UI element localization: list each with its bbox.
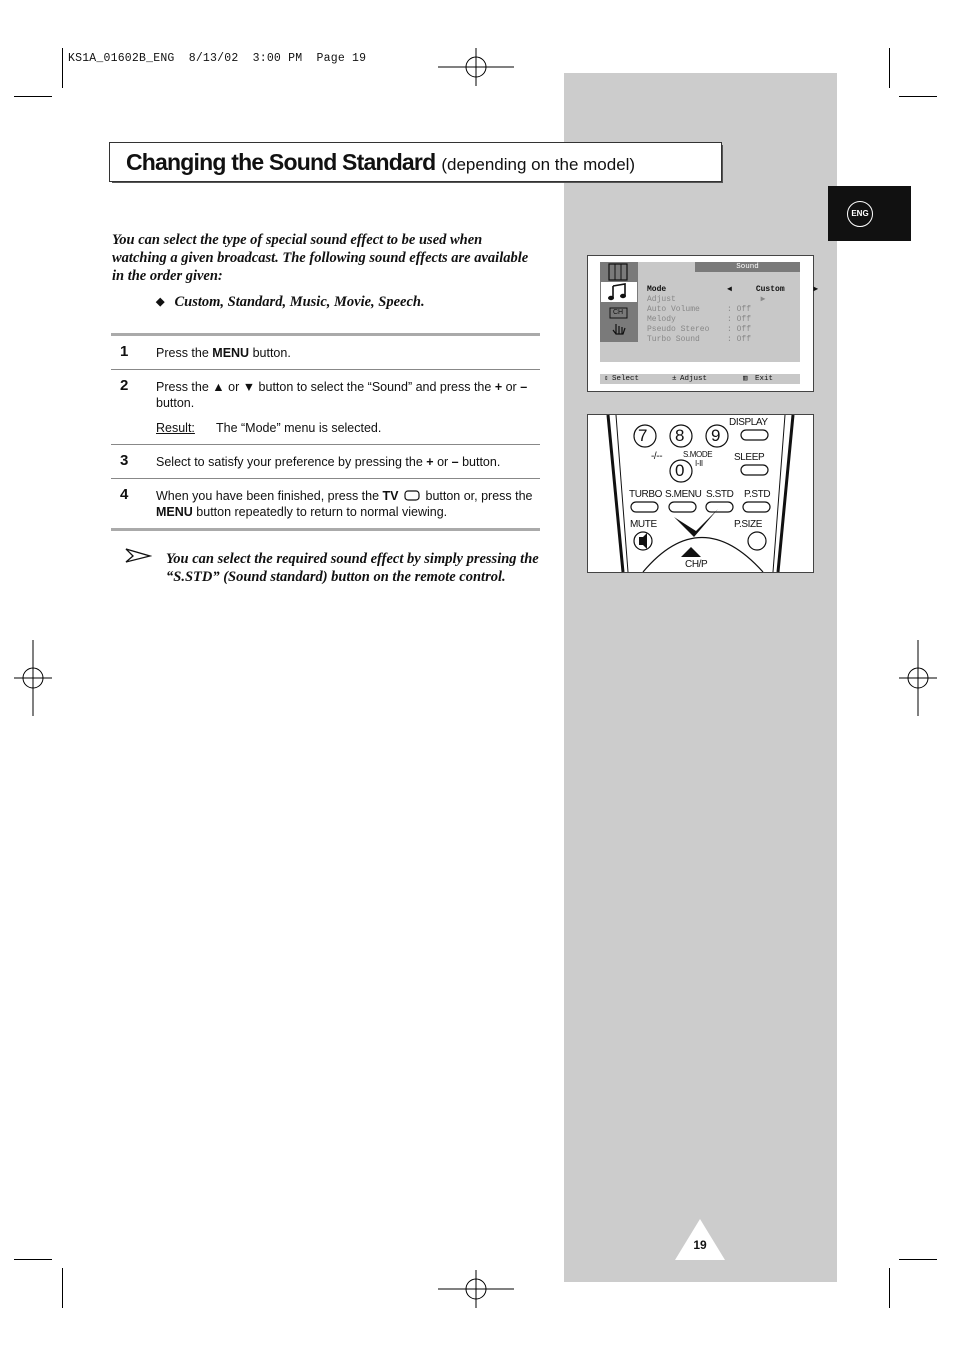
channel-icon-label: CH — [613, 309, 624, 316]
s-std-label: S.STD — [706, 489, 734, 500]
page-title: Changing the Sound Standard (depending on the model) — [126, 149, 636, 175]
osd-row-mode[interactable]: Mode ◀ Custom ▶ — [647, 285, 819, 294]
print-header: KS1A_01602B_ENG 8/13/02 3:00 PM Page 19 — [68, 52, 367, 65]
step-number: 4 — [120, 486, 129, 503]
step-number: 3 — [120, 452, 129, 469]
sleep-button — [741, 465, 768, 475]
s-menu-button — [669, 502, 696, 512]
result-label: Result: — [156, 421, 195, 435]
digit-7-label: 7 — [638, 426, 648, 445]
intro-text: You can select the type of special sound effect to be used when watching a given broadcast. The following sound effects are available in the order given: — [112, 232, 529, 284]
osd-row-pseudo-stereo[interactable]: Pseudo Stereo : Off — [647, 325, 752, 334]
updown-icon: ⇕ — [604, 375, 609, 383]
ch-p-label: CH/P — [685, 559, 708, 570]
channel-up-icon — [681, 547, 701, 557]
menu-icon: ▥ — [743, 375, 748, 383]
osd-status-bar — [600, 374, 800, 384]
osd-icon-column — [600, 262, 638, 342]
osd-panel — [600, 262, 819, 362]
s-mode-label: S.MODE — [683, 450, 713, 459]
dash-label: -/-- — [651, 451, 663, 462]
step-3: 3 Select to satisfy your preference by pressing the + or – button. — [111, 445, 540, 479]
mute-label: MUTE — [630, 519, 657, 530]
page-number: 19 — [693, 1238, 707, 1252]
step-1: 1 Press the MENU button. — [111, 336, 540, 370]
osd-menu-title: Sound — [695, 262, 800, 272]
s-std-button — [706, 502, 733, 512]
result-text: The “Mode” menu is selected. — [216, 421, 382, 435]
checkmark-pointer-icon — [674, 509, 718, 537]
display-label: DISPLAY — [729, 417, 768, 428]
status-exit: Exit — [755, 375, 774, 383]
turbo-button — [631, 502, 658, 512]
digit-9-label: 9 — [711, 426, 721, 445]
language-tab — [828, 186, 911, 241]
picture-icon — [609, 264, 627, 280]
step-result — [156, 420, 540, 436]
display-button — [741, 430, 768, 440]
osd-menu-rows — [647, 285, 818, 345]
language-badge: ENG — [847, 201, 873, 227]
step-2: 2 Press the ▲ or ▼ button to select the “Sound” and press the + or – button. Result: The “Mode” menu is selected. — [111, 370, 540, 445]
s-menu-label: S.MENU — [665, 489, 702, 500]
status-select: Select — [612, 375, 640, 383]
turbo-label: TURBO — [629, 489, 663, 500]
step-number: 1 — [120, 343, 129, 360]
p-std-button — [743, 502, 770, 512]
status-adjust: Adjust — [680, 375, 708, 383]
p-size-button — [748, 532, 766, 550]
osd-row-auto-volume[interactable]: Auto Volume : Off — [647, 305, 752, 314]
note-text: You can select the required sound effect by simply pressing the “S.STD” (Sound standard) button on the remote control. — [166, 551, 539, 585]
osd-row-turbo-sound[interactable]: Turbo Sound : Off — [647, 335, 752, 344]
tv-icon — [404, 490, 420, 501]
title-box — [109, 142, 722, 182]
effects-list: ◆ Custom, Standard, Music, Movie, Speech. — [156, 294, 425, 310]
plusminus-icon: ± — [672, 375, 677, 383]
page-subtitle: (depending on the model) — [441, 155, 636, 174]
p-std-label: P.STD — [744, 489, 771, 500]
osd-screen — [587, 255, 819, 392]
mute-speaker-icon — [639, 533, 647, 549]
sleep-label: SLEEP — [734, 452, 765, 463]
digit-0-label: 0 — [675, 461, 685, 480]
note-arrow-icon — [124, 546, 152, 564]
osd-row-adjust[interactable]: Adjust ▶ — [647, 295, 766, 304]
setup-hand-icon — [613, 324, 625, 334]
osd-row-melody[interactable]: Melody : Off — [647, 315, 752, 324]
remote-illustration — [587, 414, 814, 573]
digit-8-label: 8 — [675, 426, 685, 445]
steps-table — [111, 333, 540, 531]
step-number: 2 — [120, 377, 129, 394]
p-size-label: P.SIZE — [734, 519, 762, 530]
step-4: 4 When you have been finished, press the TV button or, press the MENU button repeatedly to return to normal viewing. — [120, 486, 533, 519]
i-ii-label: I-II — [695, 459, 703, 468]
bullet-diamond-icon: ◆ — [156, 296, 165, 308]
